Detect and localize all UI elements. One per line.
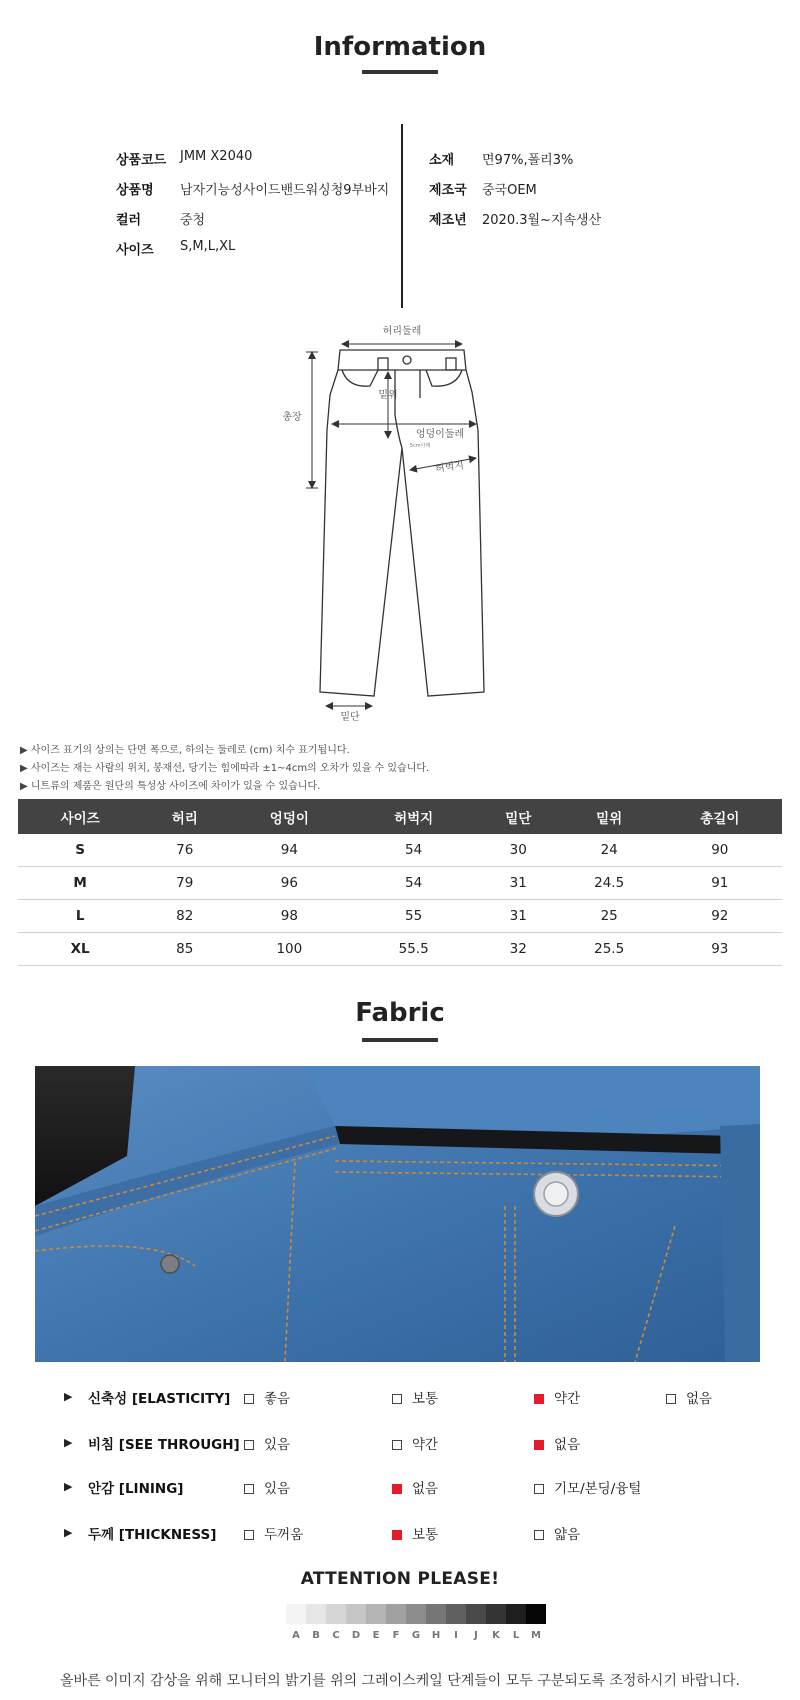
- information-title: Information: [313, 32, 487, 62]
- info-value-color: 중청: [180, 213, 206, 228]
- note-1: ▶ 사이즈 표기의 상의는 단면 폭으로, 하의는 둘레로 (cm) 치수 표기됩니다.: [20, 745, 350, 756]
- grayscale-label: A: [292, 1630, 300, 1641]
- table-cell: 31: [476, 900, 561, 933]
- grayscale-swatch: [406, 1604, 426, 1624]
- option-normal: [392, 1523, 438, 1543]
- option-yes: [244, 1433, 290, 1453]
- fabric-photo: [35, 1066, 760, 1362]
- table-cell: 94: [227, 834, 351, 867]
- grayscale-swatch: [426, 1604, 446, 1624]
- option-label: 없음: [686, 1391, 713, 1407]
- label-thigh: 허벅지: [434, 460, 465, 475]
- table-cell: 100: [227, 933, 351, 966]
- arrow-bullet-icon: ▶: [64, 1480, 73, 1493]
- label-waist: 허리둘레: [382, 326, 422, 337]
- grayscale-swatch: [306, 1604, 326, 1624]
- info-value-product-code: JMM X2040: [180, 149, 253, 164]
- table-cell: 54: [352, 867, 476, 900]
- checkbox-icon: [392, 1440, 402, 1450]
- table-cell: 92: [658, 900, 782, 933]
- info-label-year: 제조년: [429, 213, 467, 228]
- table-cell: XL: [18, 933, 142, 966]
- option-label: 좋음: [264, 1391, 291, 1407]
- table-cell: 82: [142, 900, 227, 933]
- table-cell: 31: [476, 867, 561, 900]
- fabric-row-label: 두께 [THICKNESS]: [88, 1527, 217, 1543]
- size-table: [18, 799, 782, 966]
- grayscale-swatch: [286, 1604, 306, 1624]
- col-header: 밑위: [561, 799, 658, 834]
- info-label-country: 제조국: [429, 183, 467, 198]
- info-label-size: 사이즈: [116, 243, 154, 258]
- info-value-size: S,M,L,XL: [180, 239, 236, 254]
- grayscale-label: H: [431, 1630, 441, 1641]
- table-cell: 30: [476, 834, 561, 867]
- label-rise: 밑위: [378, 390, 398, 401]
- option-normal: [392, 1387, 438, 1407]
- info-value-country: 중국OEM: [482, 183, 537, 198]
- option-label: 약간: [554, 1391, 581, 1407]
- grayscale-label: D: [351, 1630, 361, 1641]
- fabric-row-label: 비침 [SEE THROUGH]: [88, 1437, 240, 1453]
- table-cell: 24.5: [561, 867, 658, 900]
- table-cell: 79: [142, 867, 227, 900]
- grayscale-label: E: [372, 1630, 380, 1641]
- option-thick: [244, 1523, 303, 1543]
- option-label: 기모/본딩/융털: [554, 1481, 642, 1497]
- table-row: [18, 867, 782, 900]
- option-label: 두꺼움: [264, 1527, 304, 1543]
- table-cell: 98: [227, 900, 351, 933]
- grayscale-swatch: [346, 1604, 366, 1624]
- note-3: ▶ 니트류의 제품은 원단의 특성상 사이즈에 차이가 있을 수 있습니다.: [20, 781, 321, 792]
- label-hem: 밑단: [340, 712, 360, 723]
- grayscale-label: G: [411, 1630, 421, 1641]
- col-header: 엉덩이: [227, 799, 351, 834]
- grayscale-swatch: [326, 1604, 346, 1624]
- grayscale-swatch: [446, 1604, 466, 1624]
- option-slight: [534, 1387, 580, 1407]
- grayscale-label: B: [312, 1630, 320, 1641]
- info-label-material: 소재: [429, 153, 455, 168]
- fabric-title: Fabric: [355, 998, 445, 1028]
- col-header: 총길이: [658, 799, 782, 834]
- option-label: 얇음: [554, 1527, 581, 1543]
- fabric-row-label: 신축성 [ELASTICITY]: [88, 1391, 231, 1407]
- col-header: 허벅지: [352, 799, 476, 834]
- option-good: [244, 1387, 290, 1407]
- table-cell: M: [18, 867, 142, 900]
- option-label: 있음: [264, 1481, 291, 1497]
- grayscale-swatch: [366, 1604, 386, 1624]
- grayscale-label: L: [512, 1630, 520, 1641]
- option-label: 보통: [412, 1391, 439, 1407]
- info-label-product-name: 상품명: [116, 183, 154, 198]
- option-none: [392, 1477, 438, 1497]
- arrow-bullet-icon: ▶: [64, 1436, 73, 1449]
- grayscale-label: M: [531, 1630, 541, 1641]
- info-divider: [401, 124, 403, 308]
- label-thigh-offset: 5cm아래: [409, 443, 431, 449]
- checkbox-icon: [244, 1530, 254, 1540]
- table-cell: 55: [352, 900, 476, 933]
- label-total-length: 총장: [282, 412, 302, 423]
- info-value-material: 면97%,폴리3%: [482, 153, 574, 168]
- table-cell: 24: [561, 834, 658, 867]
- table-cell: 55.5: [352, 933, 476, 966]
- info-value-year: 2020.3월~지속생산: [482, 213, 602, 228]
- fabric-row-label: 안감 [LINING]: [88, 1481, 184, 1497]
- checkbox-checked-icon: [392, 1484, 402, 1494]
- attention-title: ATTENTION PLEASE!: [300, 1569, 500, 1589]
- grayscale-swatch: [526, 1604, 546, 1624]
- table-cell: L: [18, 900, 142, 933]
- option-none: [534, 1433, 580, 1453]
- grayscale-label: J: [474, 1630, 478, 1641]
- grayscale-swatch: [386, 1604, 406, 1624]
- option-yes: [244, 1477, 290, 1497]
- table-cell: 96: [227, 867, 351, 900]
- table-cell: 90: [658, 834, 782, 867]
- table-row: [18, 900, 782, 933]
- checkbox-checked-icon: [534, 1440, 544, 1450]
- table-cell: 85: [142, 933, 227, 966]
- info-value-product-name: 남자기능성사이드밴드워싱청9부바지: [180, 183, 390, 198]
- option-thin: [534, 1523, 580, 1543]
- grayscale-label: F: [392, 1630, 400, 1641]
- table-cell: 93: [658, 933, 782, 966]
- checkbox-icon: [534, 1484, 544, 1494]
- arrow-bullet-icon: ▶: [64, 1390, 73, 1403]
- table-cell: 76: [142, 834, 227, 867]
- checkbox-icon: [244, 1484, 254, 1494]
- table-cell: 91: [658, 867, 782, 900]
- option-label: 있음: [264, 1437, 291, 1453]
- grayscale-label: C: [332, 1630, 340, 1641]
- table-row: [18, 834, 782, 867]
- option-brushed: [534, 1477, 641, 1497]
- pants-size-diagram: [270, 320, 530, 730]
- table-cell: 25.5: [561, 933, 658, 966]
- grayscale-swatch: [506, 1604, 526, 1624]
- checkbox-icon: [534, 1530, 544, 1540]
- checkbox-icon: [244, 1440, 254, 1450]
- option-label: 없음: [554, 1437, 581, 1453]
- info-label-color: 컬러: [116, 213, 142, 228]
- grayscale-label: K: [492, 1630, 500, 1641]
- table-cell: 32: [476, 933, 561, 966]
- option-none: [666, 1387, 712, 1407]
- col-header: 허리: [142, 799, 227, 834]
- label-hip: 엉덩이둘레: [415, 429, 465, 440]
- note-2: ▶ 사이즈는 재는 사람의 위치, 봉재선, 당기는 힘에따라 ±1~4cm의 오차가 있을 수 있습니다.: [20, 763, 430, 774]
- title-underline: [362, 1038, 438, 1042]
- option-label: 보통: [412, 1527, 439, 1543]
- col-header: 사이즈: [18, 799, 142, 834]
- grayscale-swatch: [486, 1604, 506, 1624]
- checkbox-checked-icon: [392, 1530, 402, 1540]
- checkbox-icon: [666, 1394, 676, 1404]
- pants-outline: [320, 350, 484, 696]
- info-label-product-code: 상품코드: [116, 153, 167, 168]
- table-cell: S: [18, 834, 142, 867]
- grayscale-swatch: [466, 1604, 486, 1624]
- arrow-bullet-icon: ▶: [64, 1526, 73, 1539]
- table-cell: 54: [352, 834, 476, 867]
- col-header: 밑단: [476, 799, 561, 834]
- checkbox-icon: [244, 1394, 254, 1404]
- title-underline: [362, 70, 438, 74]
- checkbox-checked-icon: [534, 1394, 544, 1404]
- checkbox-icon: [392, 1394, 402, 1404]
- option-slight: [392, 1433, 438, 1453]
- table-cell: 25: [561, 900, 658, 933]
- option-label: 없음: [412, 1481, 439, 1497]
- option-label: 약간: [412, 1437, 439, 1453]
- footer-note: 올바른 이미지 감상을 위해 모니터의 밝기를 위의 그레이스케일 단계들이 모두 구분되도록 조정하시기 바랍니다.: [60, 1673, 740, 1689]
- size-table-header: [18, 799, 782, 834]
- grayscale-label: I: [454, 1630, 458, 1641]
- table-row: [18, 933, 782, 966]
